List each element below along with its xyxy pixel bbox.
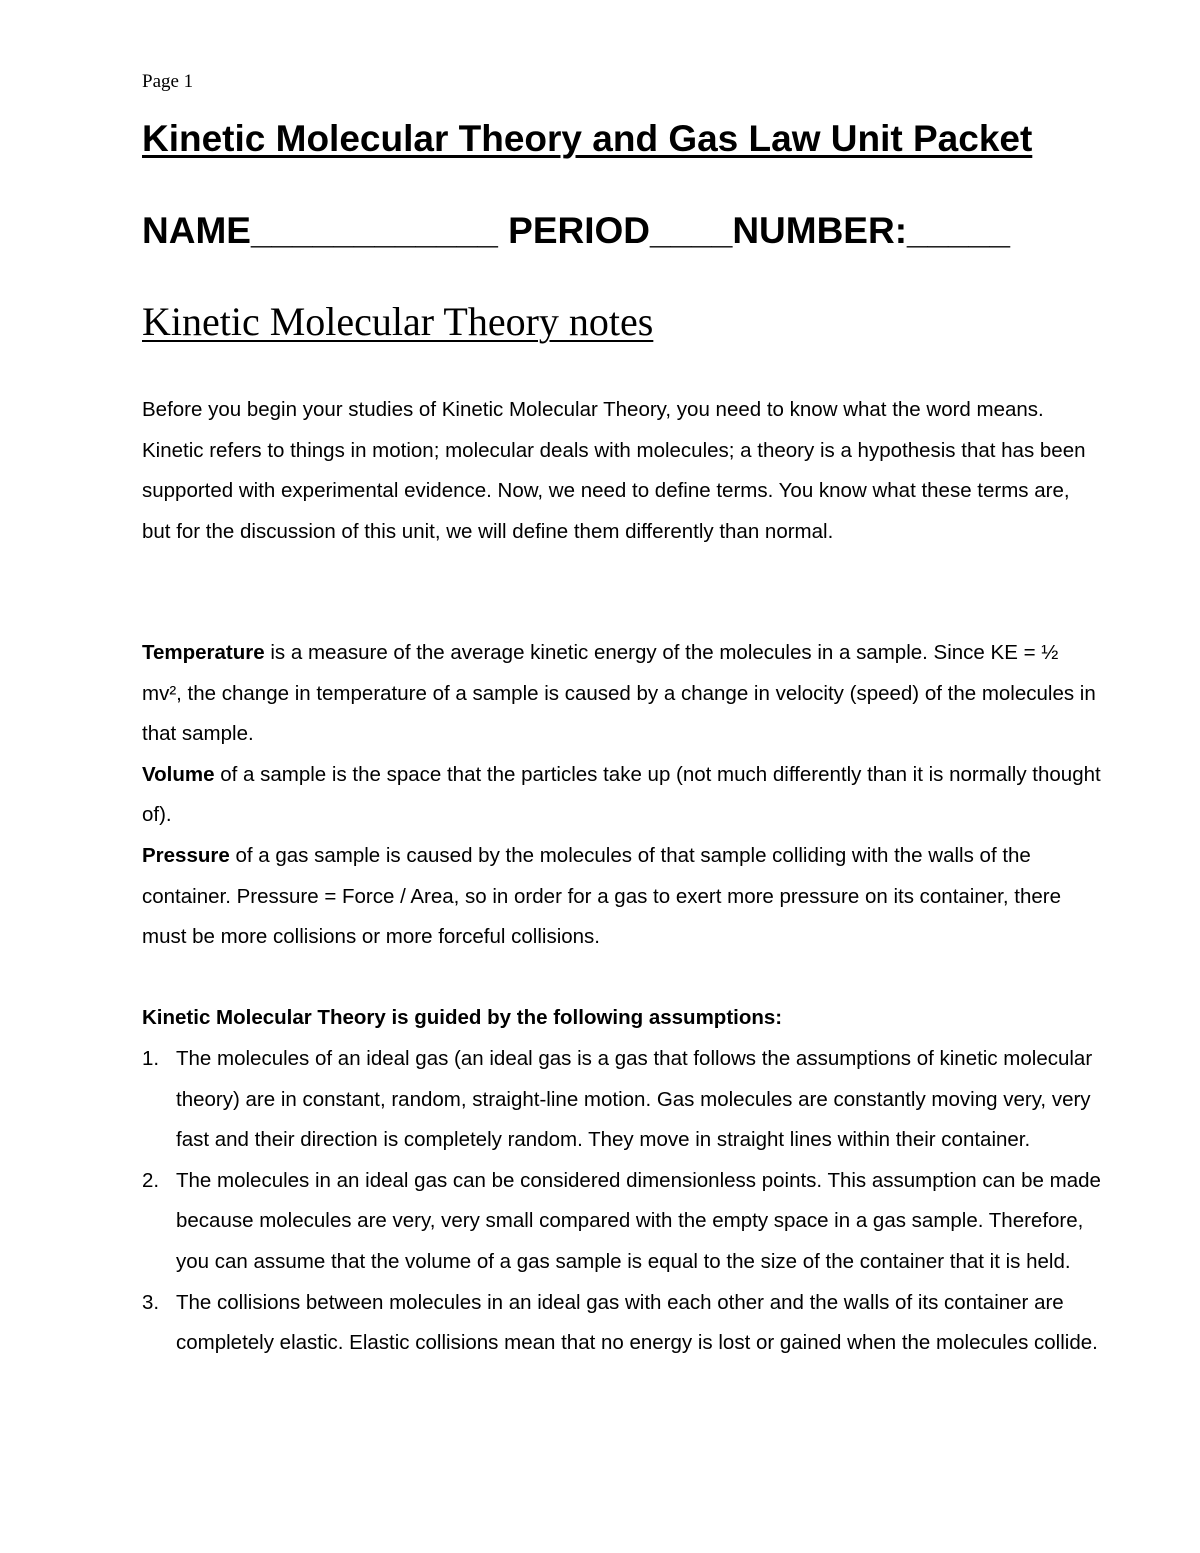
list-item-text: The collisions between molecules in an ideal gas with each other and the walls of its container are completely elastic. Elastic collisions mean that no energy is lost or gained when the molecules collide. [176, 1290, 1098, 1355]
definitions-block [142, 633, 1102, 958]
list-item [142, 1161, 1102, 1283]
list-number: 1. [142, 1047, 160, 1070]
list-item-text: The molecules in an ideal gas can be considered dimensionless points. This assumption can be made because molecules are very, very small compared with the empty space in a gas sample. Therefore, you can assume that the volume of a gas sample is equal to the size of the container that it is held. [176, 1168, 1101, 1273]
definition-text: of a gas sample is caused by the molecules of that sample colliding with the walls of the container. Pressure = Force / Area, so in order for a gas to exert more pressure on its container, there must be more collisions or more forceful collisions. [142, 843, 1061, 949]
assumptions-heading: Kinetic Molecular Theory is guided by the following assumptions: [142, 1006, 783, 1029]
assumptions-list [142, 1039, 1102, 1364]
definition-term: Volume [142, 762, 215, 786]
definition-text: of a sample is the space that the particles take up (not much differently than it is normally thought of). [142, 762, 1101, 827]
definition-term: Temperature [142, 641, 265, 664]
list-item [142, 1283, 1102, 1364]
definition-volume [142, 755, 1102, 836]
intro-paragraph: Before you begin your studies of Kinetic Molecular Theory, you need to know what the word means. Kinetic refers to things in motion; molecular deals with molecules; a theory is a hypothesis that has been supported with experimental evidence. Now, we need to define terms. You know what these terms are, but for the discussion of this unit, we will define them differently than normal. [142, 398, 1086, 543]
list-item-text: The molecules of an ideal gas (an ideal gas is a gas that follows the assumptions of kinetic molecular theory) are in constant, random, straight-line motion. Gas molecules are constantly moving very, very fast and their direction is completely random. They move in straight lines within their container. [176, 1047, 1093, 1152]
list-item [142, 1039, 1102, 1161]
name-period-number-line: NAME____________ PERIOD____NUMBER:_____ [142, 210, 1010, 251]
definition-temperature [142, 633, 1102, 755]
definition-text: is a measure of the average kinetic energy of the molecules in a sample. Since KE = ½ mv², the change in temperature of a sample is caused by a change in velocity (speed) of the molecules in that sample. [142, 641, 1096, 746]
section-title: Kinetic Molecular Theory notes [142, 299, 654, 344]
definition-pressure [142, 836, 1102, 958]
list-number: 3. [142, 1290, 160, 1314]
list-number: 2. [142, 1168, 160, 1192]
document-title: Kinetic Molecular Theory and Gas Law Unit Packet [142, 118, 1033, 159]
page-number: Page 1 [142, 71, 194, 92]
definition-term: Pressure [142, 843, 230, 867]
